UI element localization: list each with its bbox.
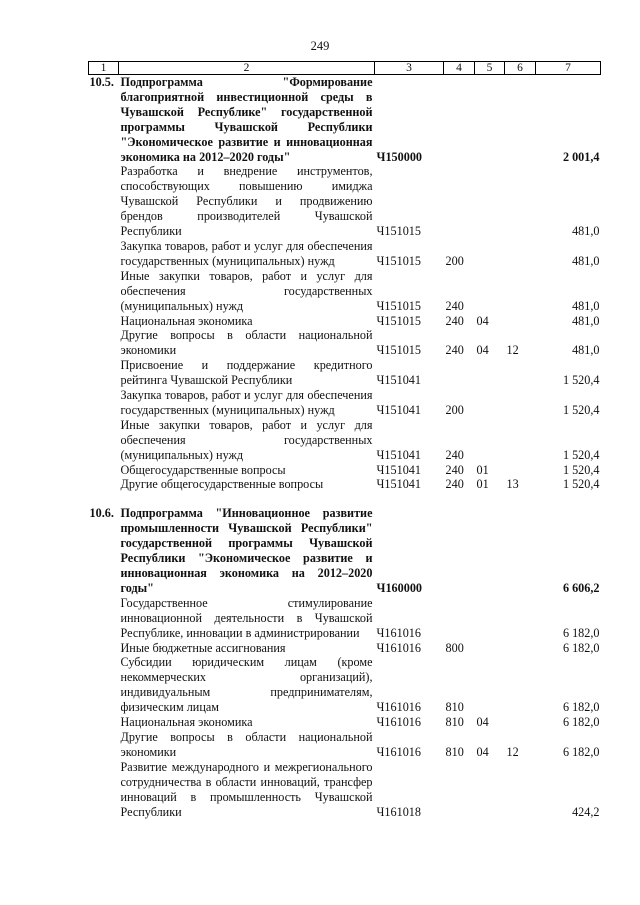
row-description: Национальная экономика [120,313,253,328]
subsection-code: 13 [506,477,519,492]
section-code: 04 [476,313,489,328]
subsection-code [505,463,536,478]
row-amount: 1 520,4 [562,447,600,462]
expense-type: 200 [445,253,464,268]
row-description: Другие вопросы в области национальной экономики [120,729,373,759]
expense-type [444,164,475,239]
header-cell: 1 [89,62,119,75]
expense-type: 240 [445,343,464,358]
table-row [89,715,601,730]
section-code [475,164,505,239]
subsection-code [505,655,536,715]
target-code: Ч151015 [376,343,421,358]
section-code: 04 [476,715,489,730]
table-row [89,239,601,269]
header-cell: 4 [444,62,475,75]
subsection-code [505,715,536,730]
target-code: Ч151015 [376,253,421,268]
section-code [475,388,505,418]
table-row [89,314,601,329]
target-code: Ч161016 [376,625,421,640]
table-row [89,164,601,239]
header-cell: 7 [536,62,601,75]
section-code [475,760,505,820]
row-amount: 1 520,4 [562,373,600,388]
subprogram-row [89,75,601,165]
subsection-code [505,506,536,595]
row-description: Подпрограмма "Инновационное развитие промышленности Чувашской Республики" государственной программы Чувашской Республики "Экономическое развитие и инновационная экономика на 2012–2020 годы" [120,506,373,595]
section-code [475,358,505,388]
section-code [475,269,505,314]
expense-type [444,75,475,165]
table-row [89,760,601,820]
row-description: Общегосударственные вопросы [120,462,286,477]
table-row [89,655,601,715]
expense-type: 240 [445,298,464,313]
budget-table [88,61,601,819]
subsection-code [505,164,536,239]
row-amount: 2 001,4 [562,149,600,164]
row-amount: 6 182,0 [562,640,600,655]
subsection-code [505,269,536,314]
section-code [475,75,505,165]
target-code: Ч160000 [376,580,423,595]
row-amount: 481,0 [572,343,600,358]
header-row [89,62,601,75]
row-amount: 1 520,4 [562,402,600,417]
subsection-code [505,388,536,418]
row-amount: 424,2 [572,804,600,819]
section-code [475,506,505,595]
row-amount: 6 182,0 [562,715,600,730]
target-code: Ч151015 [376,224,421,239]
expense-type [444,760,475,820]
row-description: Субсидии юридическим лицам (кроме некоммерческих организаций), индивидуальным предпринимателям, физическим лицам [120,655,373,715]
row-amount: 481,0 [572,253,600,268]
table-row [89,418,601,463]
subsection-code [505,418,536,463]
target-code: Ч161016 [376,744,421,759]
subsection-code [505,596,536,641]
section-number: 10.6. [89,506,114,521]
target-code: Ч161016 [376,700,421,715]
row-description: Государственное стимулирование инновационной деятельности в Чувашской Республике, инновации в администрировании [120,595,373,640]
row-amount: 481,0 [572,313,600,328]
section-code [475,239,505,269]
target-code: Ч151041 [376,402,421,417]
target-code: Ч161016 [376,715,421,730]
row-description: Развитие международного и межрегионального сотрудничества в области инноваций, трансфер инноваций в промышленность Чувашской Республики [120,759,373,819]
expense-type [444,358,475,388]
header-cell: 3 [375,62,444,75]
row-amount: 6 182,0 [562,700,600,715]
table-row [89,388,601,418]
row-description: Разработка и внедрение инструментов, способствующих повышению имиджа Чувашской Республики и продвижению брендов производителей Чувашской Республики [120,164,373,239]
target-code: Ч151041 [376,462,421,477]
row-amount: 1 520,4 [562,462,600,477]
row-description: Иные закупки товаров, работ и услуг для обеспечения государственных (муниципальных) нужд [120,268,373,313]
spacer-cell [89,492,601,506]
section-number: 10.5. [89,75,114,89]
table-body [89,75,601,820]
section-code [475,418,505,463]
subsection-code [505,314,536,329]
section-code [475,596,505,641]
page-number: 249 [310,39,330,53]
expense-type: 240 [445,462,464,477]
header-cell: 5 [475,62,505,75]
row-amount: 481,0 [572,298,600,313]
row-description: Иные закупки товаров, работ и услуг для обеспечения государственных (муниципальных) нужд [120,417,373,462]
expense-type [444,596,475,641]
expense-type: 240 [445,477,464,492]
expense-type: 240 [445,447,464,462]
row-description: Закупка товаров, работ и услуг для обеспечения государственных (муниципальных) нужд [120,388,373,417]
target-code: Ч151041 [376,477,421,492]
section-code [475,641,505,656]
expense-type: 810 [445,700,464,715]
subprogram-row [89,506,601,595]
table-row [89,477,601,492]
table-row [89,596,601,641]
row-description: Подпрограмма "Формирование благоприятной инвестиционной среды в Чувашской Республике" государственной программы Чувашской Республики "Экономическое развитие и инновационная экономика на 2012–2020 годы" [120,75,373,164]
target-code: Ч161016 [376,640,421,655]
row-description: Другие вопросы в области национальной экономики [120,328,373,358]
section-spacer [89,492,601,506]
subsection-code: 12 [506,744,519,759]
expense-type: 800 [445,640,464,655]
expense-type: 810 [445,744,464,759]
table-row [89,269,601,314]
subsection-code [505,760,536,820]
row-description: Закупка товаров, работ и услуг для обеспечения государственных (муниципальных) нужд [120,238,373,268]
row-amount: 6 182,0 [562,625,600,640]
table-row [89,463,601,478]
target-code: Ч150000 [376,149,423,164]
table-header [89,62,601,75]
section-code [475,655,505,715]
target-code: Ч151041 [376,447,421,462]
row-description: Иные бюджетные ассигнования [120,640,286,655]
expense-type: 240 [445,313,464,328]
expense-type: 200 [445,402,464,417]
subsection-code [505,239,536,269]
row-amount: 1 520,4 [562,477,600,492]
section-code: 04 [476,343,489,358]
table-row [89,358,601,388]
target-code: Ч151015 [376,298,421,313]
section-code: 04 [476,744,489,759]
target-code: Ч151041 [376,373,421,388]
row-description: Присвоение и поддержание кредитного рейтинга Чувашской Республики [120,358,373,388]
header-cell: 2 [119,62,375,75]
table-row [89,328,601,358]
table-row [89,641,601,656]
subsection-code: 12 [506,343,519,358]
table-row [89,730,601,760]
expense-type [444,506,475,595]
subsection-code [505,641,536,656]
row-amount: 481,0 [572,224,600,239]
expense-type: 810 [445,715,464,730]
row-description: Другие общегосударственные вопросы [120,477,324,492]
subsection-code [505,75,536,165]
header-cell: 6 [505,62,536,75]
section-code: 01 [476,462,489,477]
section-code: 01 [476,477,489,492]
subsection-code [505,358,536,388]
row-description: Национальная экономика [120,715,253,730]
row-amount: 6 606,2 [562,580,600,595]
row-amount: 6 182,0 [562,744,600,759]
target-code: Ч161018 [376,804,421,819]
target-code: Ч151015 [376,313,421,328]
